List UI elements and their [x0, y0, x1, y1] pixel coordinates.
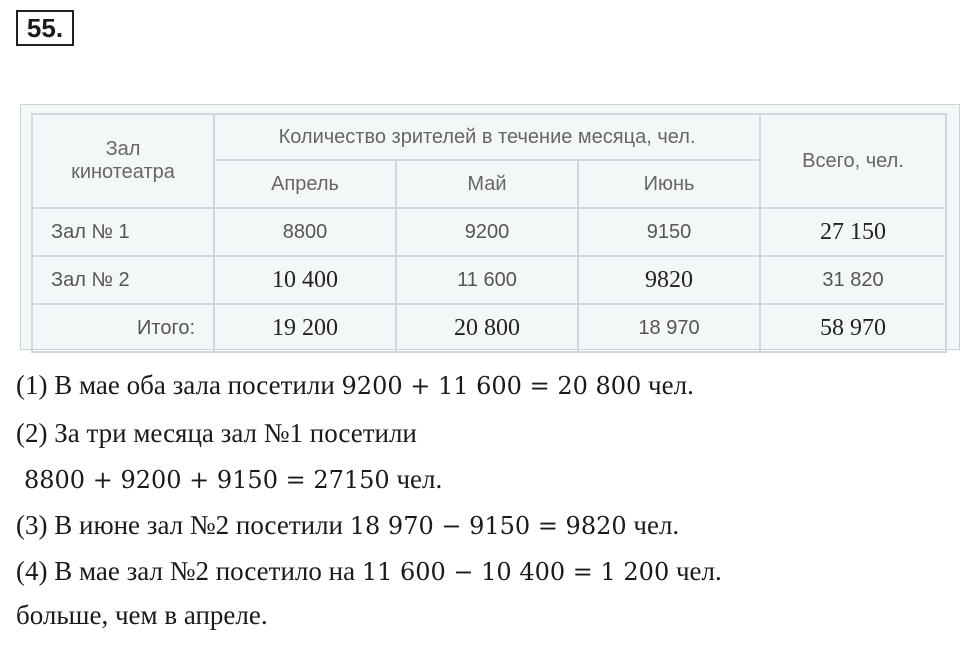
table-row [32, 208, 946, 256]
cell-total: 31 820 [760, 256, 946, 304]
header-hall-line1: Зал [105, 138, 141, 160]
solution-math: 9200 + 11 600 = 20 800 [341, 372, 642, 400]
cell-june: 9150 [578, 208, 760, 256]
cell-april: 8800 [214, 208, 396, 256]
cell-june: 18 970 [578, 304, 760, 352]
solution-unit: чел. [641, 370, 694, 400]
row-label: Зал № 2 [32, 256, 214, 304]
solution-text: (4) В мае зал №2 посетило на [16, 556, 362, 586]
cell-total: 58 970 [760, 304, 946, 352]
cell-may: 20 800 [396, 304, 578, 352]
textbook-table-image [20, 104, 960, 350]
header-hall-line2: кинотеатра [71, 161, 175, 183]
solution-unit: чел. [626, 510, 680, 540]
cell-april: 10 400 [214, 256, 396, 304]
solution-line-2: (2) За три месяца зал №1 посетили [16, 418, 417, 448]
table-row [32, 256, 946, 304]
solution-text: (3) В июне зал №2 посетили [16, 510, 350, 540]
header-months-group: Количество зрителей в течение месяца, чел. [214, 114, 760, 160]
table-row [32, 304, 946, 352]
solution-line-5 [16, 556, 722, 587]
header-june: Июнь [578, 160, 760, 208]
header-total: Всего, чел. [760, 114, 946, 208]
header-may: Май [396, 160, 578, 208]
header-april: Апрель [214, 160, 396, 208]
solution-unit: чел. [389, 464, 443, 494]
solution-text: (1) В мае оба зала посетили [16, 370, 342, 400]
solution-math: 11 600 − 10 400 = 1 200 [361, 558, 670, 586]
row-label: Итого: [32, 304, 214, 352]
header-hall [32, 114, 214, 208]
solution-line-1 [16, 370, 694, 401]
row-label: Зал № 1 [32, 208, 214, 256]
solution-unit: чел. [669, 556, 722, 586]
solution-line-6: больше, чем в апреле. [16, 600, 268, 630]
solution-math: 8800 + 9200 + 9150 = 27150 [24, 466, 390, 494]
viewers-table [31, 113, 947, 353]
cell-may: 11 600 [396, 256, 578, 304]
solution-line-3 [24, 464, 442, 495]
cell-may: 9200 [396, 208, 578, 256]
solution-math: 18 970 − 9150 = 9820 [349, 512, 627, 540]
cell-april: 19 200 [214, 304, 396, 352]
exercise-number: 55. [16, 10, 74, 46]
cell-june: 9820 [578, 256, 760, 304]
cell-total: 27 150 [760, 208, 946, 256]
solution-line-4 [16, 510, 679, 541]
